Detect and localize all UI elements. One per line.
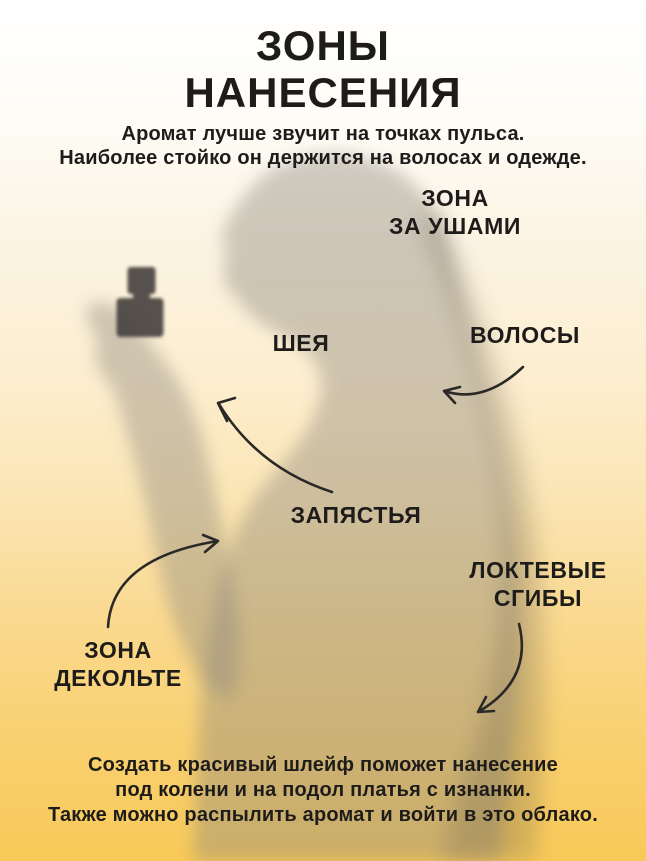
zone-wrists-text: ЗАПЯСТЬЯ xyxy=(290,502,422,528)
zone-label-hair xyxy=(435,321,615,349)
footer-line-3: Также можно распылить аромат и войти в это облако. xyxy=(48,804,598,826)
perfume-bottle xyxy=(117,267,164,337)
title-line-2: НАНЕСЕНИЯ xyxy=(184,69,462,116)
zone-decollete-line2: ДЕКОЛЬТЕ xyxy=(54,665,182,691)
page-subtitle xyxy=(0,122,646,170)
zone-label-neck xyxy=(231,329,371,357)
zone-elbow-line2: СГИБЫ xyxy=(493,585,583,611)
zone-hair-text: ВОЛОСЫ xyxy=(469,322,581,348)
zone-neck-text: ШЕЯ xyxy=(272,330,330,356)
zone-label-wrists xyxy=(246,501,466,529)
footer-line-2: под колени и на подол платья с изнанки. xyxy=(115,779,531,801)
page-title xyxy=(0,22,646,116)
subtitle-line-1: Аромат лучше звучит на точках пульса. xyxy=(121,123,525,145)
zone-behind-ears-line1: ЗОНА xyxy=(421,185,489,211)
zone-decollete-line1: ЗОНА xyxy=(84,637,152,663)
footer-text xyxy=(0,753,646,828)
title-line-1: ЗОНЫ xyxy=(256,22,390,69)
zone-behind-ears-line2: ЗА УШАМИ xyxy=(389,213,521,239)
zone-elbow-line1: ЛОКТЕВЫЕ xyxy=(469,557,607,583)
zone-label-decollete xyxy=(8,636,228,692)
footer-line-1: Создать красивый шлейф поможет нанесение xyxy=(88,754,558,776)
subtitle-line-2: Наиболее стойко он держится на волосах и одежде. xyxy=(59,147,587,169)
zone-label-behind-ears xyxy=(355,184,555,240)
zone-label-elbow-bends xyxy=(428,556,646,612)
